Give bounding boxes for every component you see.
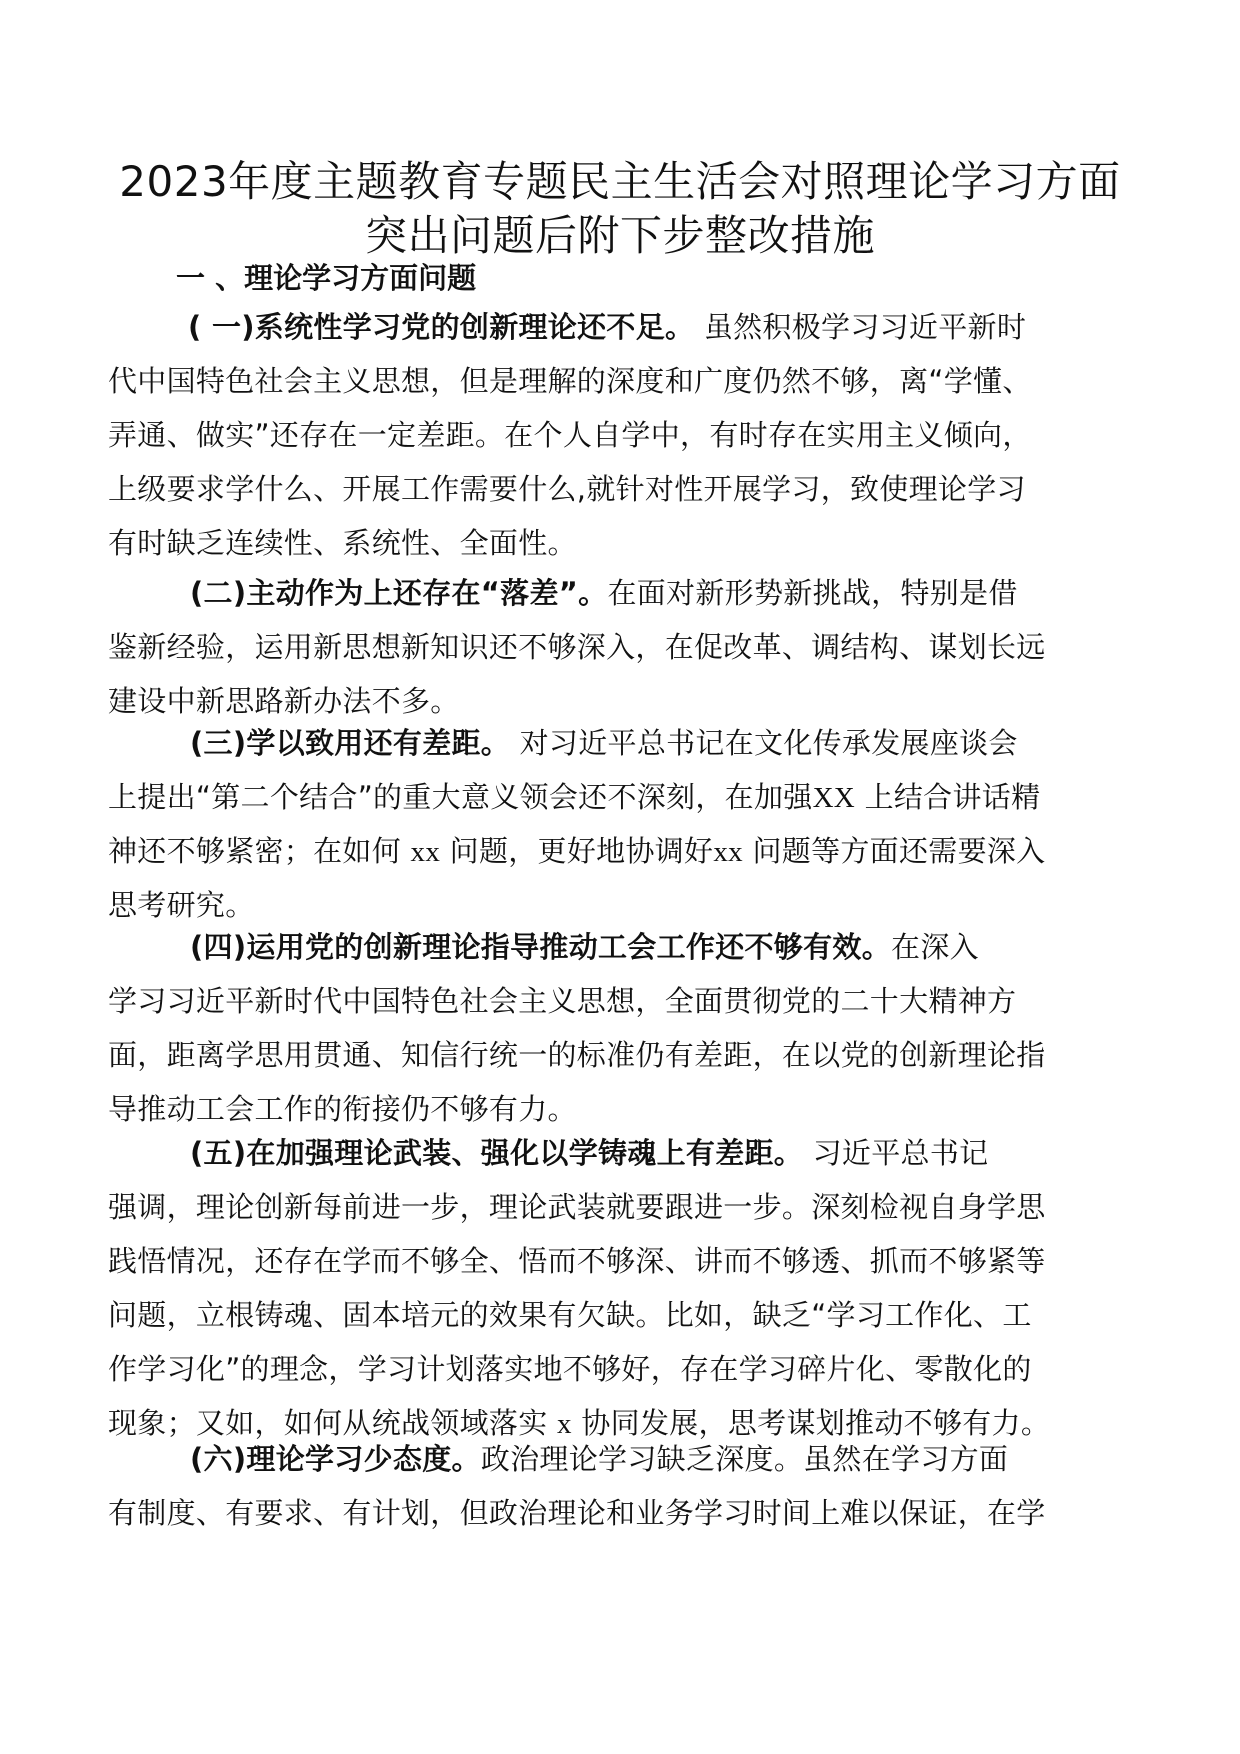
paragraph-text: 政治理论学习缺乏深度。虽然在学习方面 xyxy=(480,1442,1009,1476)
document-title-line-2: 突出问题后附下步整改措施 xyxy=(364,211,875,260)
paragraph-line xyxy=(108,566,1138,620)
paragraph-line xyxy=(108,300,1138,354)
paragraph-text: 习近平总书记 xyxy=(803,1136,989,1170)
paragraph-line: 有时缺乏连续性、系统性、全面性。 xyxy=(108,526,577,560)
paragraph-heading: ( 一)系统性学习党的创新理论还不足。 xyxy=(188,310,695,344)
paragraph-line: 导推动工会工作的衔接仍不够有力。 xyxy=(108,1092,577,1126)
paragraph-line xyxy=(108,1432,1138,1486)
paragraph-text: 上结合讲话精 xyxy=(855,780,1041,814)
paragraph-line: 有制度、有要求、有计划，但政治理论和业务学习时间上难以保证，在学 xyxy=(108,1496,1046,1530)
paragraph-line: 作学习化”的理念，学习计划落实地不够好，存在学习碎片化、零散化的 xyxy=(108,1352,1032,1386)
paragraph-text: 虽然积极学习习近平新时 xyxy=(694,310,1027,344)
paragraph-line: 建设中新思路新办法不多。 xyxy=(108,684,460,718)
paragraph-line xyxy=(108,920,1138,974)
paragraph-text: 在深入 xyxy=(891,930,979,964)
paragraph-line: 践悟情况，还存在学而不够全、悟而不够深、讲而不够透、抓而不够紧等 xyxy=(108,1244,1046,1278)
paragraph-text: 问题，更好地协调好 xyxy=(440,834,714,868)
paragraph-line: 学习习近平新时代中国特色社会主义思想，全面贯彻党的二十大精神方 xyxy=(108,984,1017,1018)
paragraph-heading: (五)在加强理论武装、强化以学铸魂上有差距。 xyxy=(190,1136,804,1170)
paragraph-line xyxy=(108,1126,1138,1180)
document-title-line-1: 2023年度主题教育专题民主生活会对照理论学习方面 xyxy=(119,157,1121,206)
paragraph-text: 协同发展，思考谋划推动不够有力。 xyxy=(571,1406,1051,1440)
paragraph-line xyxy=(108,716,1138,770)
paragraph-2 xyxy=(108,566,1138,728)
paragraph-line: 面，距离学思用贯通、知信行统一的标准仍有差距，在以党的创新理论指 xyxy=(108,1038,1046,1072)
paragraph-line: 强调，理论创新每前进一步，理论武装就要跟进一步。深刻检视自身学思 xyxy=(108,1190,1046,1224)
paragraph-line: 鉴新经验，运用新思想新知识还不够深入，在促改革、调结构、谋划长远 xyxy=(108,630,1046,664)
placeholder-text: xx xyxy=(410,836,441,868)
paragraph-heading: (三)学以致用还有差距。 xyxy=(190,726,511,760)
paragraph-line xyxy=(108,770,1138,824)
paragraph-text: 问题等方面还需要深入 xyxy=(742,834,1046,868)
paragraph-4 xyxy=(108,920,1138,1136)
paragraph-5 xyxy=(108,1126,1138,1450)
paragraph-line: 弄通、做实”还存在一定差距。在个人自学中，有时存在实用主义倾向， xyxy=(108,418,1032,452)
paragraph-text: 上提出“第二个结合”的重大意义领会还不深刻，在加强 xyxy=(108,780,813,814)
paragraph-line: 上级要求学什么、开展工作需要什么,就针对性开展学习，致使理论学习 xyxy=(108,472,1026,506)
paragraph-line xyxy=(108,824,1138,878)
placeholder-text: x xyxy=(557,1408,572,1440)
paragraph-line: 思考研究。 xyxy=(108,888,255,922)
placeholder-text: XX xyxy=(812,782,856,814)
paragraph-1 xyxy=(108,300,1138,570)
section-heading-theory-study: 一 、理论学习方面问题 xyxy=(176,261,477,295)
paragraph-text: 对习近平总书记在文化传承发展座谈会 xyxy=(510,726,1018,760)
paragraph-3 xyxy=(108,716,1138,932)
placeholder-text: xx xyxy=(713,836,743,868)
paragraph-heading: (四)运用党的创新理论指导推动工会工作还不够有效。 xyxy=(190,930,892,964)
paragraph-line: 问题，立根铸魂、固本培元的效果有欠缺。比如，缺乏“学习工作化、工 xyxy=(108,1298,1032,1332)
paragraph-text: 在面对新形势新挑战，特别是借 xyxy=(607,576,1018,610)
paragraph-text: 神还不够紧密；在如何 xyxy=(108,834,411,868)
paragraph-line: 代中国特色社会主义思想，但是理解的深度和广度仍然不够，离“学懂、 xyxy=(108,364,1032,398)
paragraph-text: 现象；又如，如何从统战领域落实 xyxy=(108,1406,558,1440)
paragraph-6 xyxy=(108,1432,1138,1540)
paragraph-heading: (六)理论学习少态度。 xyxy=(190,1442,481,1476)
paragraph-heading: (二)主动作为上还存在“落差”。 xyxy=(190,576,608,610)
